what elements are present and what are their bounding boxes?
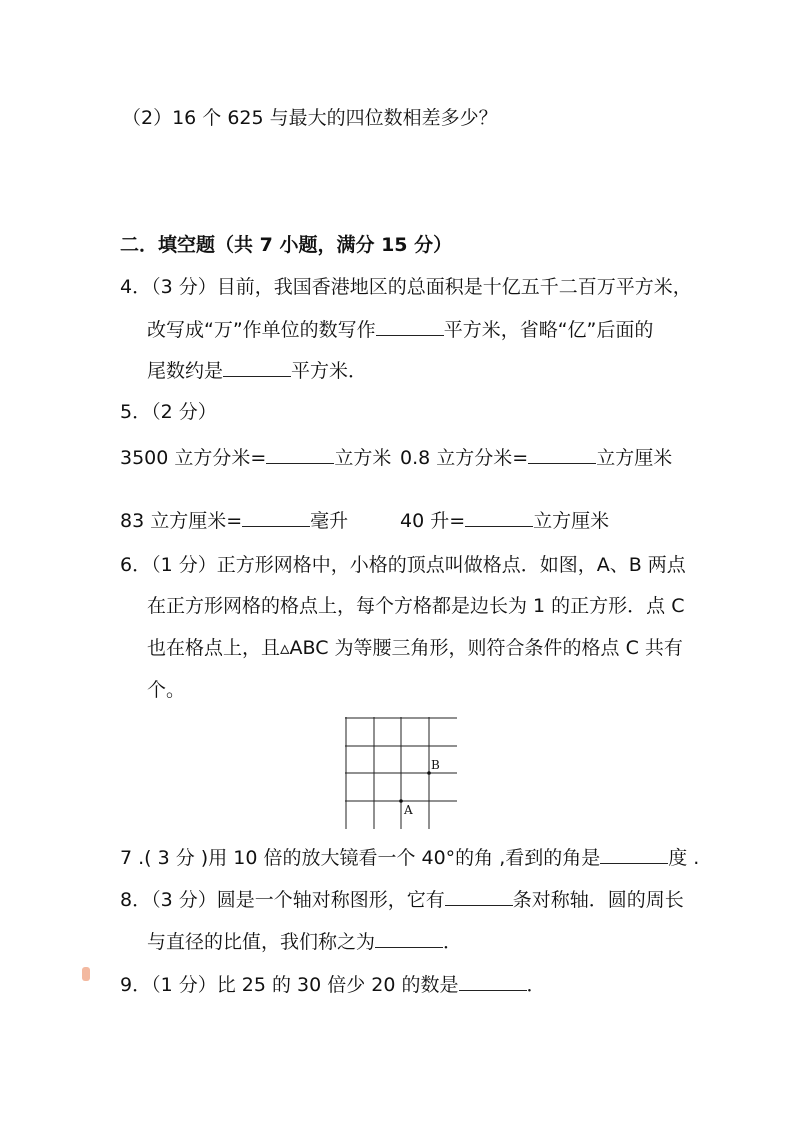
question-8-line-1	[120, 885, 684, 914]
answer-blank[interactable]	[528, 443, 596, 464]
q4-text-c: 尾数约是	[147, 360, 224, 382]
question-5-row-2	[120, 506, 348, 535]
question-6-line-3: 也在格点上，且▵ABC 为等腰三角形，则符合条件的格点 C 共有	[147, 637, 683, 659]
q5-item-3: 83 立方厘米=	[120, 510, 243, 532]
answer-blank[interactable]	[600, 843, 668, 864]
grid-svg	[345, 717, 457, 829]
answer-blank[interactable]	[459, 970, 527, 991]
question-4-line-1: 4．（3 分）目前，我国香港地区的总面积是十亿五千二百万平方米，	[120, 276, 692, 298]
q5-unit-3: 毫升	[310, 510, 349, 532]
question-6-line-1: 6．（1 分）正方形网格中，小格的顶点叫做格点．如图，A、B 两点	[120, 554, 686, 576]
answer-blank[interactable]	[445, 885, 513, 906]
question-6-line-4: 个。	[147, 679, 186, 701]
answer-blank[interactable]	[223, 356, 291, 377]
question-4-line-3	[147, 356, 367, 385]
answer-blank[interactable]	[465, 506, 533, 527]
answer-blank[interactable]	[375, 927, 443, 948]
q9-text: 9．（1 分）比 25 的 30 倍少 20 的数是	[120, 974, 459, 996]
q9-tail: ．	[526, 974, 546, 996]
q7-tail: 度 .	[668, 847, 700, 869]
question-5-row-1-right	[400, 443, 672, 472]
question-3-part-2: （2）16 个 625 与最大的四位数相差多少？	[122, 107, 498, 129]
question-7	[120, 843, 699, 872]
answer-blank[interactable]	[376, 315, 444, 336]
question-9	[120, 970, 546, 999]
point-a	[399, 799, 403, 803]
q5-item-4: 40 升=	[400, 510, 466, 532]
q5-item-1: 3500 立方分米=	[120, 447, 267, 469]
q8-text-b: 条对称轴．圆的周长	[512, 889, 684, 911]
question-8-line-2	[147, 927, 462, 956]
q4-text-d: 平方米．	[291, 360, 368, 382]
answer-blank[interactable]	[266, 443, 334, 464]
q8-text-c: 与直径的比值，我们称之为	[147, 931, 376, 953]
q4-text-a: 改写成“万”作单位的数写作	[147, 319, 376, 341]
q5-item-2: 0.8 立方分米=	[400, 447, 529, 469]
q4-text-b: 平方米，省略“亿”后面的	[443, 319, 654, 341]
q8-text-d: ．	[443, 931, 463, 953]
question-5-row-1	[120, 443, 391, 472]
square-grid-figure	[345, 717, 457, 829]
q5-unit-2: 立方厘米	[596, 447, 673, 469]
answer-blank[interactable]	[242, 506, 310, 527]
question-4-line-2	[147, 315, 653, 344]
question-6-line-2: 在正方形网格的格点上，每个方格都是边长为 1 的正方形．点 C	[147, 595, 685, 617]
question-5-title: 5．（2 分）	[120, 401, 217, 423]
label-a: A	[404, 803, 413, 817]
q5-unit-4: 立方厘米	[533, 510, 610, 532]
q7-text: 7 .( 3 分 )用 10 倍的放大镜看一个 40°的角 ,看到的角是	[120, 847, 601, 869]
label-b: B	[431, 758, 440, 772]
q5-unit-1: 立方米	[334, 447, 392, 469]
question-5-row-2-right	[400, 506, 609, 535]
section-title: 二．填空题（共 7 小题，满分 15 分）	[120, 234, 453, 256]
q8-text-a: 8．（3 分）圆是一个轴对称图形，它有	[120, 889, 445, 911]
scan-mark	[82, 967, 90, 981]
